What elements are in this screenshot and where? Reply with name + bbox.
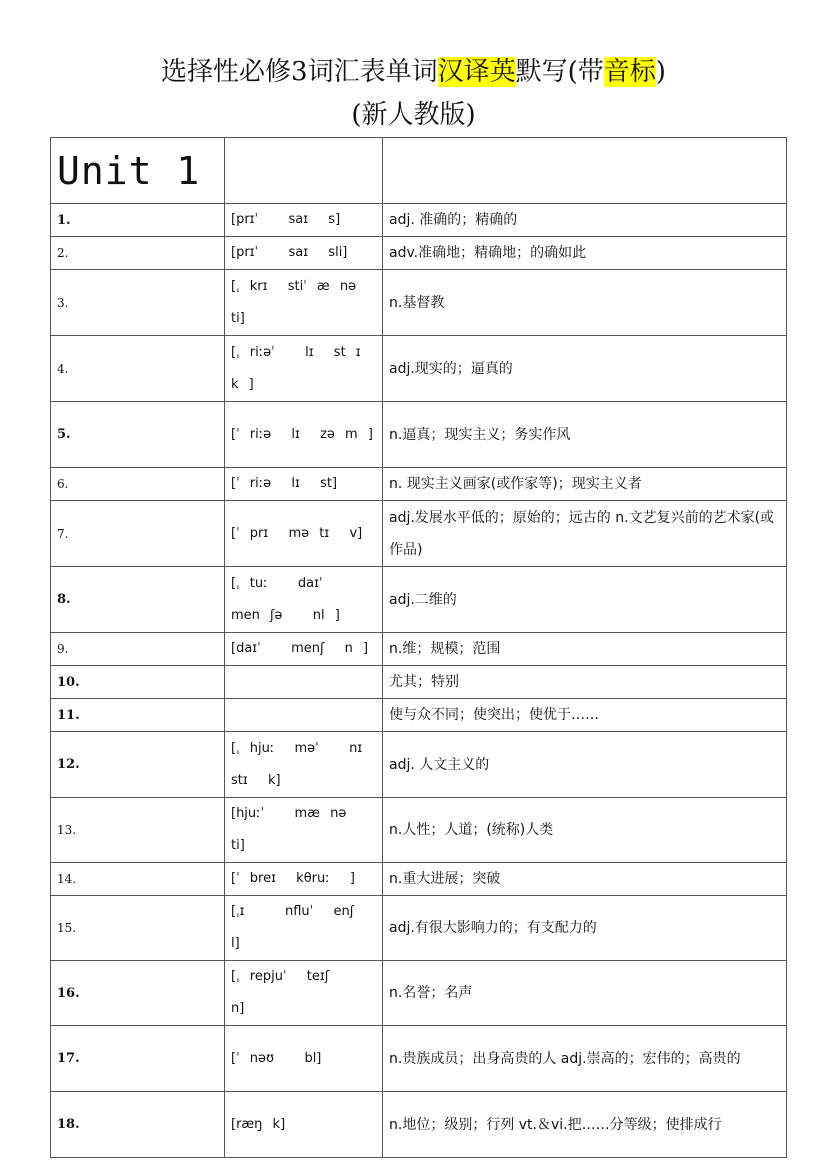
row-number: 3. <box>51 270 225 336</box>
row-number: 12. <box>51 732 225 798</box>
table-row <box>51 699 787 732</box>
table-row <box>51 666 787 699</box>
table-row <box>51 961 787 1026</box>
table-row <box>51 1092 787 1158</box>
phonetic-cell: [ˈ prɪ mə tɪ v] <box>225 501 383 567</box>
phonetic-cell: [prɪˈ saɪ s] <box>225 204 383 237</box>
title-highlight-phonetic: 音标 <box>603 57 656 87</box>
row-number: 14. <box>51 863 225 896</box>
meaning-cell: n.名誉；名声 <box>383 961 787 1026</box>
phonetic-cell: [ˌ riːəˈ lɪ st ɪ k ] <box>225 336 383 402</box>
phonetic-cell: [ˌ hjuː məˈ nɪ stɪ k] <box>225 732 383 798</box>
table-row <box>51 501 787 567</box>
meaning-cell: n.地位；级别；行列 vt.＆vi.把……分等级；使排成行 <box>383 1092 787 1158</box>
row-number: 2. <box>51 237 225 270</box>
row-number: 11. <box>51 699 225 732</box>
phonetic-cell: [ˌ tuː daɪˈ men ʃə nl ] <box>225 567 383 633</box>
row-number: 10. <box>51 666 225 699</box>
meaning-cell: adj. 准确的；精确的 <box>383 204 787 237</box>
meaning-cell: adj.现实的；逼真的 <box>383 336 787 402</box>
meaning-cell: adj.有很大影响力的；有支配力的 <box>383 896 787 961</box>
table-row <box>51 270 787 336</box>
table-row <box>51 633 787 666</box>
unit-label-cell <box>51 138 225 204</box>
meaning-cell: n.重大进展；突破 <box>383 863 787 896</box>
row-number: 15. <box>51 896 225 961</box>
title-part-3: ) <box>655 57 666 87</box>
row-number: 16. <box>51 961 225 1026</box>
row-number: 9. <box>51 633 225 666</box>
header-empty-cell <box>225 138 383 204</box>
phonetic-cell: [hjuːˈ mæ nə ti] <box>225 798 383 863</box>
phonetic-cell: [prɪˈ saɪ sli] <box>225 237 383 270</box>
meaning-cell: n.人性；人道；(统称)人类 <box>383 798 787 863</box>
header-empty-cell <box>383 138 787 204</box>
row-number: 13. <box>51 798 225 863</box>
row-number: 8. <box>51 567 225 633</box>
row-number: 7. <box>51 501 225 567</box>
table-row <box>51 798 787 863</box>
table-row <box>51 896 787 961</box>
meaning-cell: 尤其；特别 <box>383 666 787 699</box>
table-row <box>51 732 787 798</box>
unit-label: Unit 1 <box>57 148 201 193</box>
phonetic-cell: [ˌ repjuˈ teɪʃ n] <box>225 961 383 1026</box>
row-number: 1. <box>51 204 225 237</box>
row-number: 18. <box>51 1092 225 1158</box>
vocab-table <box>50 137 787 1158</box>
phonetic-cell: [ˈ breɪ kθruː ] <box>225 863 383 896</box>
row-number: 6. <box>51 468 225 501</box>
phonetic-cell: [ˈ nəʊ bl] <box>225 1026 383 1092</box>
phonetic-cell: [ˈ riːə lɪ zə m ] <box>225 402 383 468</box>
title-part-1: 选择性必修3词汇表单词 <box>161 57 438 87</box>
title-part-2: 默写(带 <box>515 57 604 87</box>
table-header-row <box>51 138 787 204</box>
phonetic-cell <box>225 666 383 699</box>
page-subtitle: (新人教版) <box>351 100 476 130</box>
table-row <box>51 468 787 501</box>
meaning-cell: adj.发展水平低的；原始的；远古的 n.文艺复兴前的艺术家(或作品) <box>383 501 787 567</box>
phonetic-cell: [ræŋ k] <box>225 1092 383 1158</box>
phonetic-cell: [ˌ krɪ stiˈ æ nə ti] <box>225 270 383 336</box>
meaning-cell: adj. 人文主义的 <box>383 732 787 798</box>
table-row <box>51 402 787 468</box>
table-row <box>51 336 787 402</box>
row-number: 17. <box>51 1026 225 1092</box>
table-row <box>51 237 787 270</box>
meaning-cell: n.贵族成员；出身高贵的人 adj.崇高的；宏伟的；高贵的 <box>383 1026 787 1092</box>
meaning-cell: n.维；规模；范围 <box>383 633 787 666</box>
table-row <box>51 204 787 237</box>
phonetic-cell: [ˈ riːə lɪ st] <box>225 468 383 501</box>
table-row <box>51 1026 787 1092</box>
phonetic-cell <box>225 699 383 732</box>
table-row <box>51 863 787 896</box>
row-number: 5. <box>51 402 225 468</box>
phonetic-cell: [ˌɪ nfluˈ enʃ l] <box>225 896 383 961</box>
meaning-cell: n.基督教 <box>383 270 787 336</box>
meaning-cell: adj.二维的 <box>383 567 787 633</box>
title-highlight-chinese-to-english: 汉译英 <box>437 57 516 87</box>
meaning-cell: 使与众不同；使突出；使优于…… <box>383 699 787 732</box>
page-title <box>0 55 827 89</box>
row-number: 4. <box>51 336 225 402</box>
table-row <box>51 567 787 633</box>
meaning-cell: n.逼真；现实主义；务实作风 <box>383 402 787 468</box>
meaning-cell: adv.准确地；精确地；的确如此 <box>383 237 787 270</box>
meaning-cell: n. 现实主义画家(或作家等)；现实主义者 <box>383 468 787 501</box>
phonetic-cell: [daɪˈ menʃ n ] <box>225 633 383 666</box>
